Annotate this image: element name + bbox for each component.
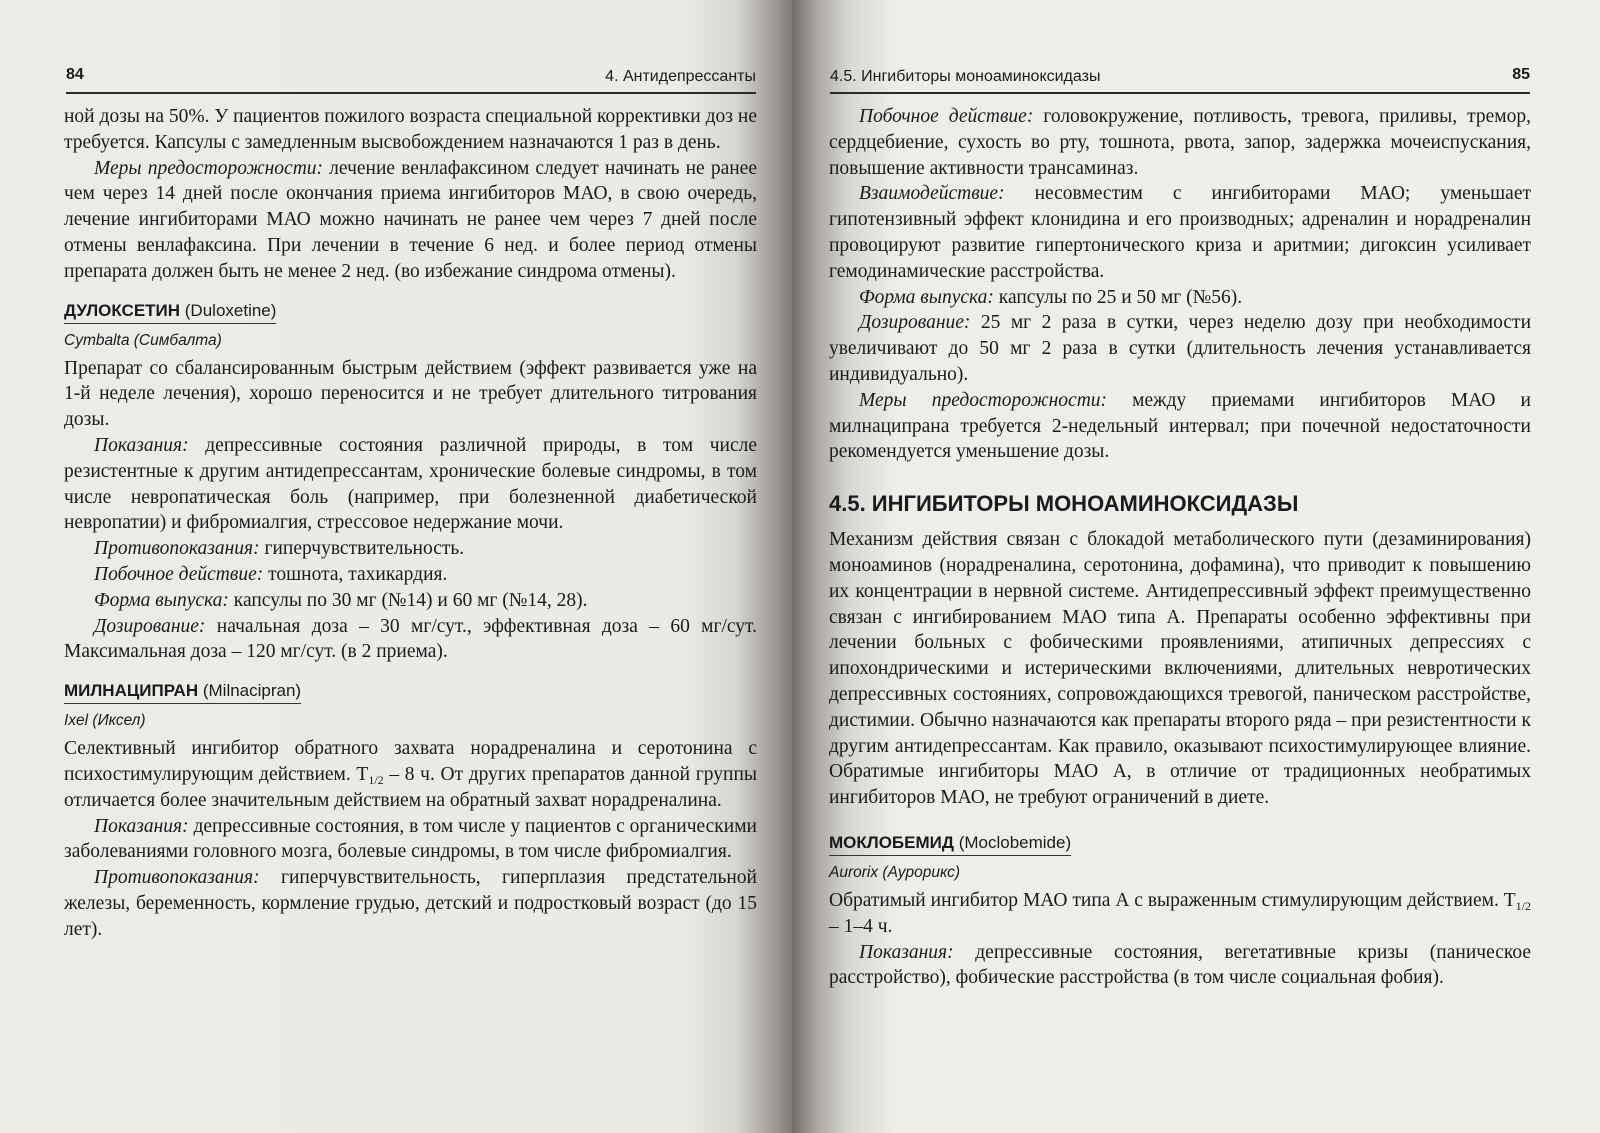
drug-heading-duloxetine [64, 301, 276, 324]
contraindications-text: гиперчувствительность. [259, 538, 465, 560]
dosing-text: 25 мг 2 раза в сутки, через неделю дозу при необходимости увеличивают до 50 мг 2 раза в сутки (длительность лечения устанавливается индивидуально). [829, 312, 1531, 385]
half-life-subscript: 1/2 [1515, 898, 1531, 913]
description-text: – 1–4 ч. [829, 915, 893, 937]
description-text: – 8 ч. От других препаратов данной группы отличается более значительным действием на обратный захват норадреналина. [64, 763, 757, 811]
side-effects-text: тошнота, тахикардия. [263, 563, 448, 585]
dosing-label: Дозирование: [94, 615, 206, 637]
contraindications-label: Противопоказания: [94, 867, 260, 889]
drug-name: МОКЛОБЕМИД [829, 832, 954, 852]
form-label: Форма выпуска: [94, 589, 229, 611]
drug-heading-moclobemide [829, 833, 1071, 856]
interaction-label: Взаимодействие: [859, 183, 1005, 205]
contraindications-paragraph [64, 865, 757, 942]
left-page-header [66, 64, 756, 94]
form-paragraph [64, 588, 757, 614]
dosing-paragraph [64, 614, 757, 666]
contraindications-paragraph [64, 536, 757, 562]
description-text: Селективный ингибитор обратного захвата норадреналина и серотонина с психостимулирующим действием. T [64, 738, 757, 785]
side-effects-text: головокружение, потливость, тревога, приливы, тремор, сердцебиение, сухость во рту, тошнота, рвота, запор, задержка мочеиспускания, повышение активности трансаминаз. [829, 106, 1531, 179]
indications-text: депрессивные состояния, в том числе у пациентов с органическими заболеваниями головного мозга, болевые синдромы, в том числе фибромиалгия. [64, 815, 757, 863]
contraindications-label: Противопоказания: [94, 538, 260, 560]
drug-description [829, 888, 1531, 940]
right-page-body [829, 104, 1531, 991]
precautions-label: Меры предосторожности: [859, 389, 1108, 411]
drug-heading-milnacipran [64, 681, 301, 704]
page-number: 84 [66, 66, 84, 83]
indications-label: Показания: [859, 941, 954, 963]
dosing-label: Дозирование: [859, 312, 971, 334]
precautions-text: между приемами ингибиторов МАО и милнаципрана требуется 2-недельный интервал; при почечной недостаточности рекомендуется уменьшение дозы. [829, 389, 1531, 463]
drug-name: ДУЛОКСЕТИН [64, 300, 181, 320]
form-text: капсулы по 25 и 50 мг (№56). [993, 286, 1243, 308]
side-effects-label: Побочное действие: [94, 563, 264, 585]
drug-latin-name: (Milnacipran) [198, 681, 302, 701]
indications-label: Показания: [94, 434, 189, 456]
drug-description [64, 736, 757, 813]
drug-name: МИЛНАЦИПРАН [64, 681, 199, 701]
brand-name: Aurorix (Аурорикс) [829, 863, 961, 881]
description-text: Обратимый ингибитор МАО типа А с выраженным стимулирующим действием. T [829, 889, 1516, 911]
side-effects-label: Побочное действие: [859, 106, 1034, 127]
drug-latin-name: (Moclobemide) [953, 832, 1072, 852]
half-life-subscript: 1/2 [368, 772, 384, 787]
dosing-text: начальная доза – 30 мг/сут., эффективная доза – 60 мг/сут. Максимальная доза – 120 мг/сут. (в 2 приема). [64, 615, 757, 663]
side-effects-paragraph [64, 562, 757, 588]
indications-paragraph [829, 940, 1531, 992]
section-heading: 4.5. ИНГИБИТОРЫ МОНОАМИНОКСИДАЗЫ [829, 491, 1299, 517]
running-title: 4.5. Ингибиторы моноаминоксидазы [830, 68, 1101, 85]
drug-description: Препарат со сбалансированным быстрым действием (эффект развивается уже на 1-й неделе лечения), хорошо переносится и не требует длительного титрования дозы. [64, 357, 757, 431]
page-number: 85 [1512, 66, 1530, 83]
form-text: капсулы по 30 мг (№14) и 60 мг (№14, 28). [228, 589, 588, 611]
drug-latin-name: (Duloxetine) [180, 300, 277, 320]
precautions-label: Меры предосторожности: [94, 157, 324, 179]
left-page [0, 0, 792, 1133]
contraindications-text: гиперчувствительность, гиперплазия предстательной железы, беременность, кормление грудью, детский и подростковый возраст (до 15 лет). [64, 867, 757, 940]
form-label: Форма выпуска: [859, 286, 994, 308]
running-title: 4. Антидепрессанты [605, 68, 756, 85]
dosing-paragraph [829, 310, 1531, 387]
brand-name: Ixel (Иксел) [64, 712, 146, 730]
side-effects-paragraph [829, 104, 1531, 181]
indications-paragraph [64, 814, 757, 866]
interaction-paragraph [829, 181, 1531, 284]
brand-name: Cymbalta (Симбалта) [64, 331, 222, 349]
form-paragraph [829, 285, 1531, 311]
precautions-paragraph [64, 156, 757, 285]
right-page [792, 0, 1600, 1133]
indications-label: Показания: [94, 815, 189, 837]
indications-text: депрессивные состояния, вегетативные кризы (паническое расстройство), фобические расстройства (в том числе социальная фобия). [829, 941, 1531, 989]
right-page-header [830, 64, 1530, 94]
section-paragraph: Механизм действия связан с блокадой метаболического пути (дезаминирования) моноаминов (норадреналина, серотонина, дофамина), что приводит к повышению их концентрации в нервной системе. Антидепрессивный эффект преимущественно связан с ингибированием МАО типа А. Препараты особенно эффективны при лечении больных с фобическими проявлениями, атипичных депрессиях с ипохондрическими и истерическими включениями, длительных невротических депрессивных состояниях, сопровождающихся тревогой, паническом расстройстве, дистимии. Обычно назначаются как препараты второго ряда – при резистентности к другим антидепрессантам. Как правило, оказывают психостимулирующее влияние. Обратимые ингибиторы МАО А, в отличие от традиционных необратимых ингибиторов МАО, не требуют ограничений в диете. [829, 529, 1531, 809]
interaction-text: несовместим с ингибиторами МАО; уменьшает гипотензивный эффект клонидина и его производных; адреналин и норадреналин провоцируют развитие гипертонического криза и аритмии; дигоксин усиливает гемодинамические расстройства. [829, 183, 1531, 282]
precautions-text: лечение венлафаксином следует начинать не ранее чем через 14 дней после окончания приема ингибиторов МАО, в свою очередь, лечение ингибиторами МАО можно начинать не ранее чем через 7 дней после отмены венлафаксина. При лечении в течение 6 нед. и более период отмены препарата должен быть не менее 2 нед. (во избежание синдрома отмены). [64, 157, 757, 282]
indications-paragraph [64, 433, 757, 536]
intro-paragraph: ной дозы на 50%. У пациентов пожилого возраста специальной коррективки доз не требуется. Капсулы с замедленным высвобождением назначаются 1 раз в день. [64, 106, 757, 153]
precautions-paragraph [829, 388, 1531, 465]
left-page-body [64, 104, 757, 943]
indications-text: депрессивные состояния различной природы, в том числе резистентные к другим антидепрессантам, хронические болевые синдромы, в том числе невропатическая боль (например, при болезненной диабетической невропатии) и фибромиалгия, стрессовое недержание мочи. [64, 434, 757, 534]
